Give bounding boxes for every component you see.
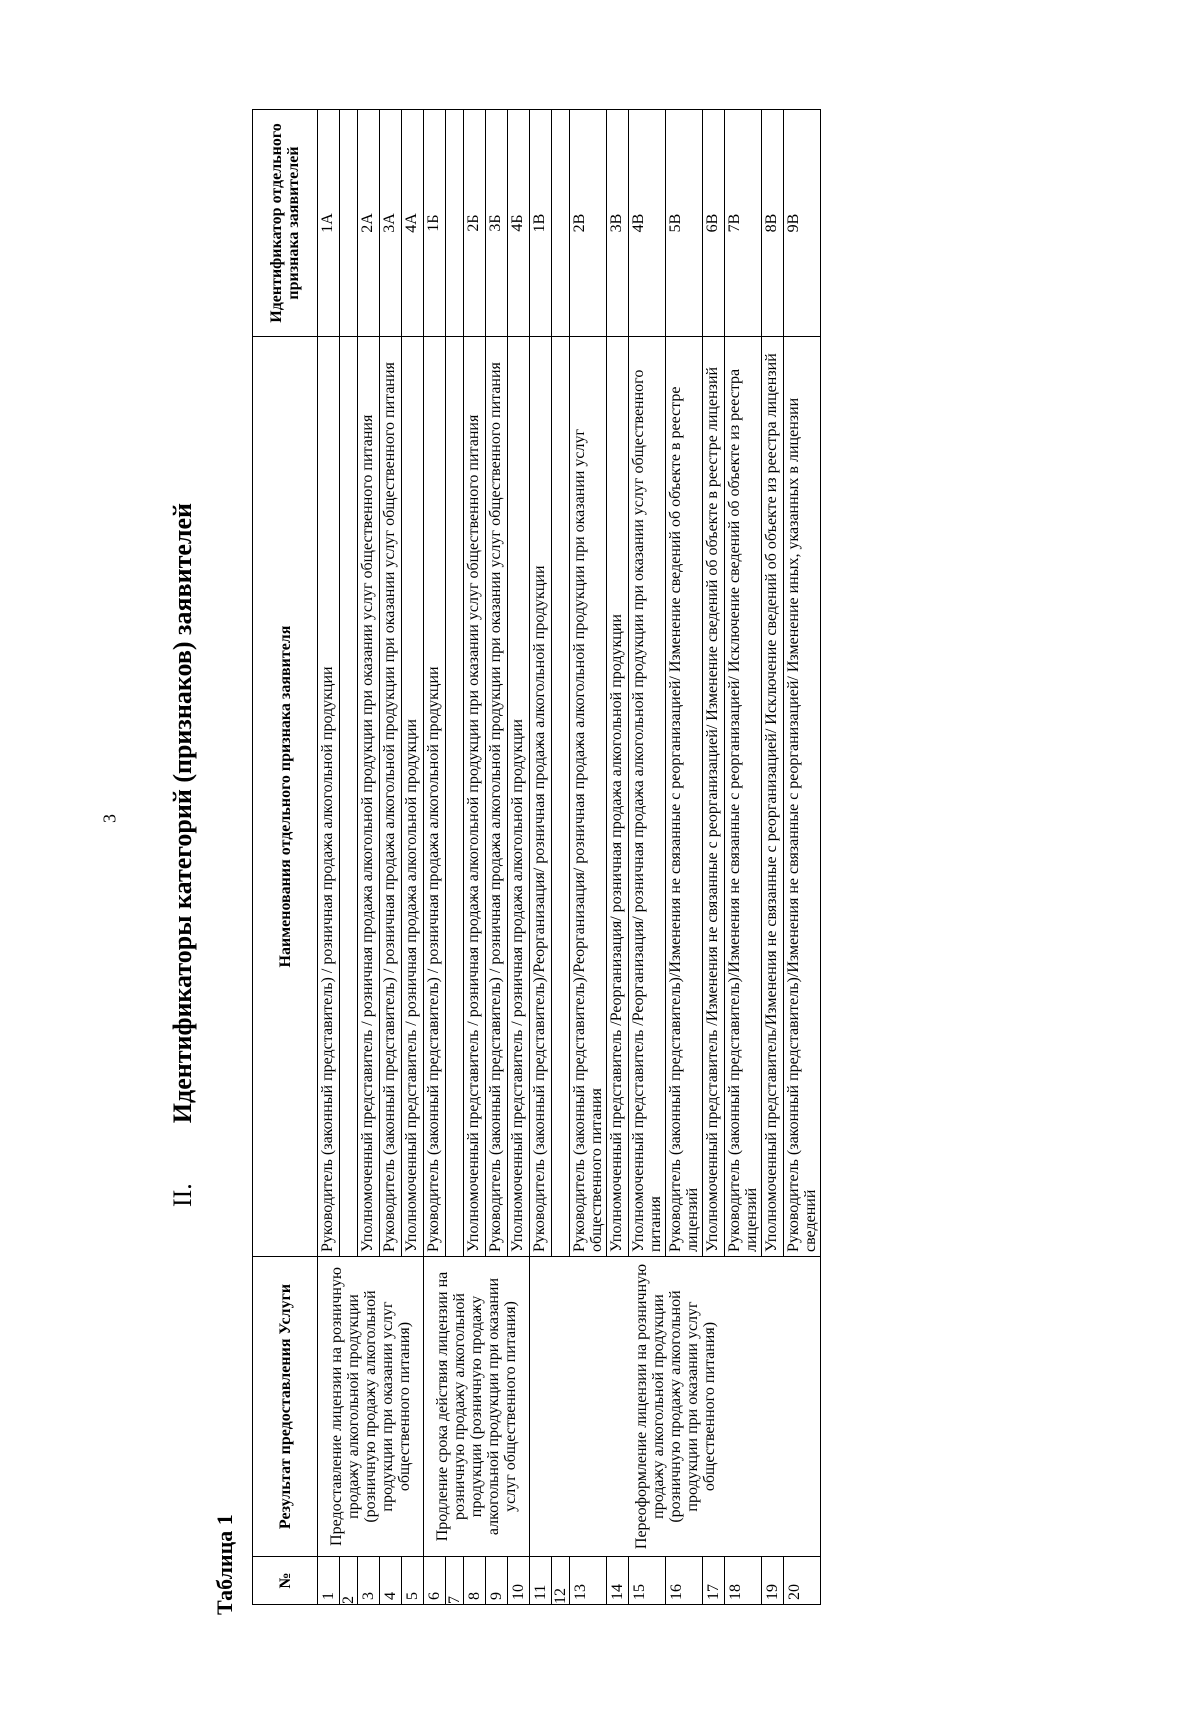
row-number: 9 bbox=[486, 1557, 508, 1605]
row-number: 10 bbox=[508, 1557, 530, 1605]
attribute-identifier: 1Б bbox=[424, 110, 446, 337]
attribute-identifier: 1В bbox=[530, 110, 552, 337]
result-cell-extend: Продление срока действия лицензии на розничную продажу алкогольной продукции (розничную продажу алкогольной продукции при оказании услуг общественного питания) bbox=[424, 1257, 530, 1557]
section-number: II. bbox=[168, 1183, 197, 1208]
table-row bbox=[424, 110, 446, 1605]
attribute-identifier bbox=[340, 110, 358, 337]
row-number: 20 bbox=[784, 1557, 821, 1605]
attribute-name: Уполномоченный представитель/Изменения не связанные с реорганизацией/ Исключение сведений об объекте из реестра лицензий bbox=[762, 337, 784, 1257]
row-number: 6 bbox=[424, 1557, 446, 1605]
attribute-name: Уполномоченный представитель / розничная продажа алкогольной продукции при оказании услуг общественного питания bbox=[464, 337, 486, 1257]
attribute-identifier: 9В bbox=[784, 110, 821, 337]
attribute-name bbox=[446, 337, 464, 1257]
attribute-identifier bbox=[552, 110, 570, 337]
row-number: 5 bbox=[402, 1557, 424, 1605]
col-header-ident: Идентификатор отдельного признака заявителей bbox=[253, 110, 318, 337]
attribute-name: Руководитель (законный представитель)/Изменения не связанные с реорганизацией/ Исключение сведений об объекте из реестра лицензий bbox=[725, 337, 762, 1257]
row-number: 7 bbox=[446, 1557, 464, 1605]
attribute-identifier: 8В bbox=[762, 110, 784, 337]
row-number: 19 bbox=[762, 1557, 784, 1605]
row-number: 12 bbox=[552, 1557, 570, 1605]
table-header-row bbox=[253, 110, 318, 1605]
row-number: 14 bbox=[607, 1557, 629, 1605]
table-body bbox=[318, 110, 821, 1605]
col-header-name: Наименования отдельного признака заявителя bbox=[253, 337, 318, 1257]
row-number: 15 bbox=[629, 1557, 666, 1605]
attribute-name: Уполномоченный представитель / розничная продажа алкогольной продукции bbox=[508, 337, 530, 1257]
row-number: 1 bbox=[318, 1557, 340, 1605]
row-number: 16 bbox=[666, 1557, 703, 1605]
col-header-result: Результат предоставления Услуги bbox=[253, 1257, 318, 1557]
attribute-identifier: 3А bbox=[380, 110, 402, 337]
result-cell-issue: Предоставление лицензии на розничную продажу алкогольной продукции (розничную продажу алкогольной продукции при оказании услуг общественного питания) bbox=[318, 1257, 424, 1557]
attribute-name: Руководитель (законный представитель) / розничная продажа алкогольной продукции при оказании услуг общественного питания bbox=[380, 337, 402, 1257]
attribute-identifier: 5В bbox=[666, 110, 703, 337]
attribute-name bbox=[552, 337, 570, 1257]
attribute-name: Руководитель (законный представитель)/Реорганизация/ розничная продажа алкогольной продукции bbox=[530, 337, 552, 1257]
identifiers-table-wrapper bbox=[252, 110, 821, 1605]
attribute-identifier: 4В bbox=[629, 110, 666, 337]
row-number: 13 bbox=[570, 1557, 607, 1605]
col-header-num: № bbox=[253, 1557, 318, 1605]
attribute-name: Руководитель (законный представитель) / розничная продажа алкогольной продукции bbox=[318, 337, 340, 1257]
result-cell-reissue: Переоформление лицензии на розничную продажу алкогольной продукции (розничную продажу алкогольной продукции при оказании услуг общественного питания) bbox=[530, 1257, 821, 1557]
attribute-identifier: 1А bbox=[318, 110, 340, 337]
attribute-identifier: 6В bbox=[703, 110, 725, 337]
section-title: Идентификаторы категорий (признаков) заявителей bbox=[168, 503, 197, 1124]
row-number: 3 bbox=[358, 1557, 380, 1605]
attribute-name: Уполномоченный представитель /Реорганизация/ розничная продажа алкогольной продукции bbox=[607, 337, 629, 1257]
row-number: 18 bbox=[725, 1557, 762, 1605]
row-number: 17 bbox=[703, 1557, 725, 1605]
attribute-name: Руководитель (законный представитель)/Изменения не связанные с реорганизацией/ Изменение иных, указанных в лицензии сведений bbox=[784, 337, 821, 1257]
attribute-name: Уполномоченный представитель / розничная продажа алкогольной продукции при оказании услуг общественного питания bbox=[358, 337, 380, 1257]
attribute-name bbox=[340, 337, 358, 1257]
attribute-name: Руководитель (законный представитель)/Реорганизация/ розничная продажа алкогольной продукции при оказании услуг общественного питания bbox=[570, 337, 607, 1257]
attribute-name: Руководитель (законный представитель) / розничная продажа алкогольной продукции при оказании услуг общественного питания bbox=[486, 337, 508, 1257]
attribute-name: Руководитель (законный представитель) / розничная продажа алкогольной продукции bbox=[424, 337, 446, 1257]
attribute-name: Руководитель (законный представитель)/Изменения не связанные с реорганизацией/ Изменение сведений об объекте в реестре лицензий bbox=[666, 337, 703, 1257]
attribute-identifier: 2А bbox=[358, 110, 380, 337]
table-row bbox=[530, 110, 552, 1605]
table-row bbox=[318, 110, 340, 1605]
row-number: 4 bbox=[380, 1557, 402, 1605]
attribute-name: Уполномоченный представитель /Реорганизация/ розничная продажа алкогольной продукции при оказании услуг общественного питания bbox=[629, 337, 666, 1257]
page-number: 3 bbox=[99, 814, 120, 823]
attribute-name: Уполномоченный представитель /Изменения не связанные с реорганизацией/ Изменение сведений об объекте в реестре лицензий bbox=[703, 337, 725, 1257]
attribute-identifier bbox=[446, 110, 464, 337]
attribute-identifier: 3Б bbox=[486, 110, 508, 337]
attribute-identifier: 4А bbox=[402, 110, 424, 337]
attribute-identifier: 2В bbox=[570, 110, 607, 337]
table-caption: Таблица 1 bbox=[212, 1514, 237, 1615]
attribute-identifier: 2Б bbox=[464, 110, 486, 337]
attribute-identifier: 7В bbox=[725, 110, 762, 337]
row-number: 11 bbox=[530, 1557, 552, 1605]
row-number: 2 bbox=[340, 1557, 358, 1605]
section-heading bbox=[168, 85, 198, 1625]
attribute-identifier: 4Б bbox=[508, 110, 530, 337]
attribute-name: Уполномоченный представитель / розничная продажа алкогольной продукции bbox=[402, 337, 424, 1257]
attribute-identifier: 3В bbox=[607, 110, 629, 337]
row-number: 8 bbox=[464, 1557, 486, 1605]
rotated-page-content bbox=[160, 85, 1160, 1625]
identifiers-table bbox=[252, 109, 821, 1605]
